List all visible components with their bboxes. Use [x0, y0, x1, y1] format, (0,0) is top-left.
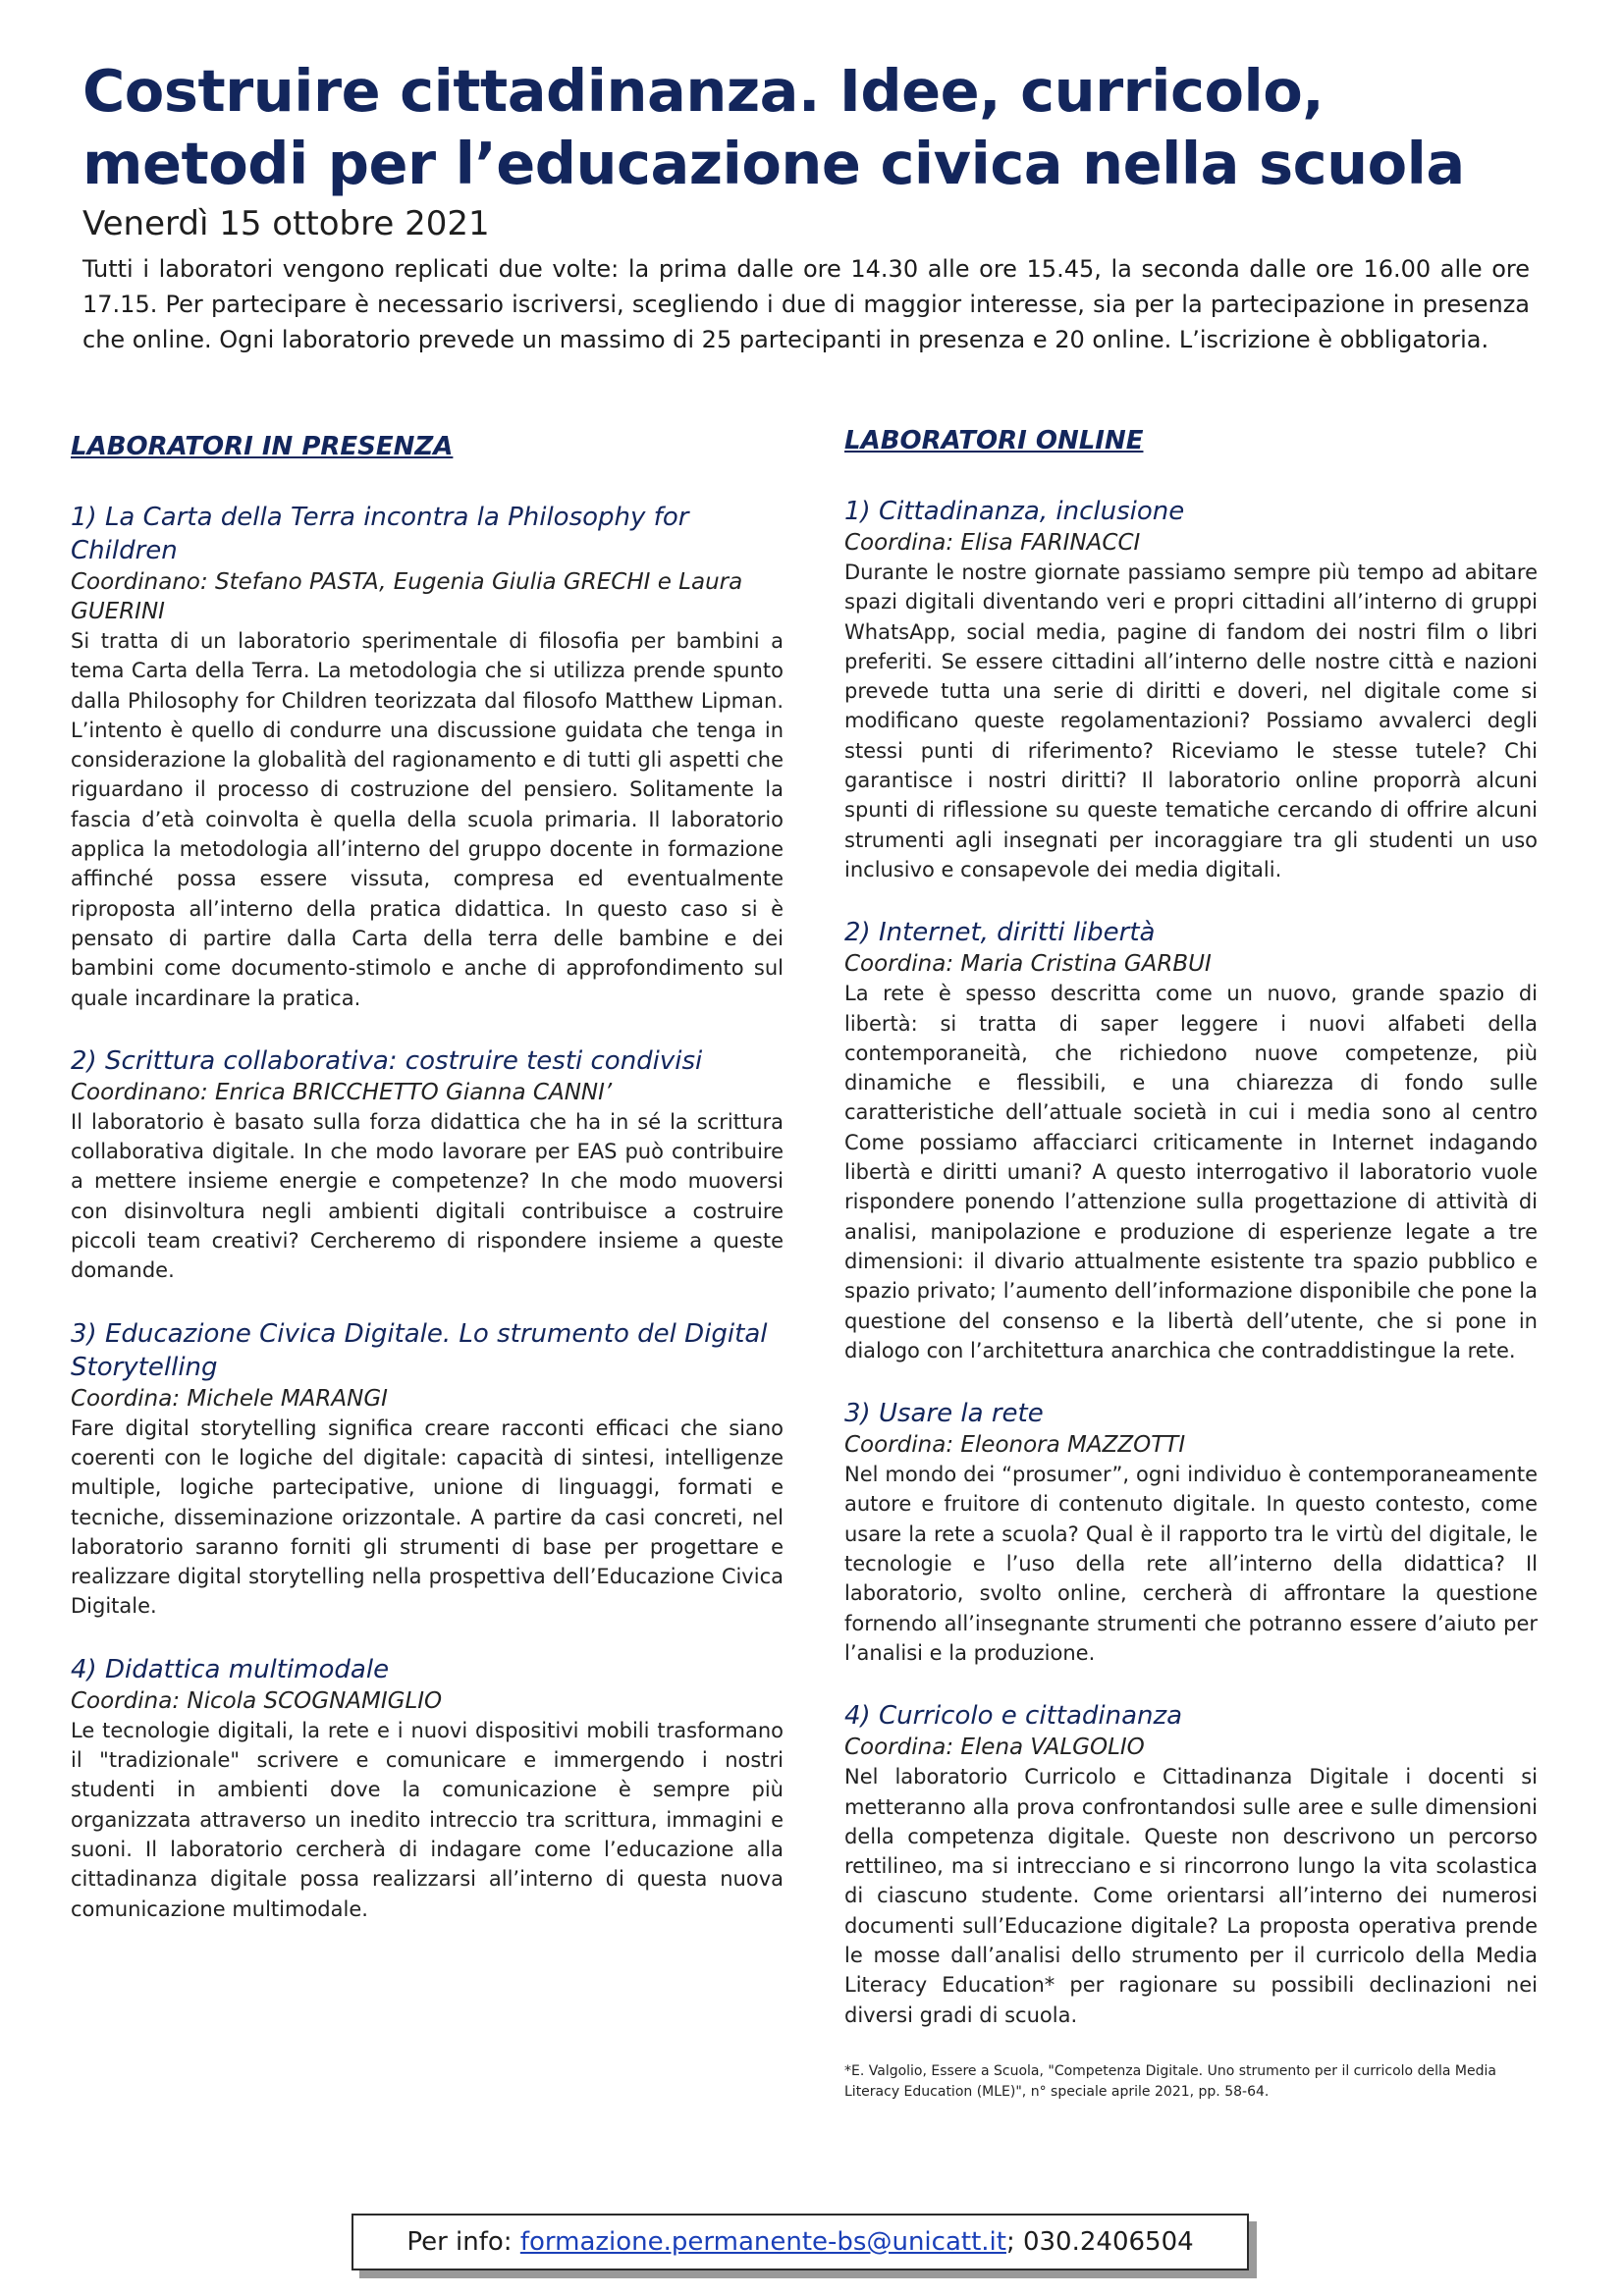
info-box [352, 2214, 1249, 2270]
lab-coordinator: Coordina: Elisa FARINACCI [844, 530, 1141, 556]
lab-title: 4) Curricolo e cittadinanza [844, 1701, 1183, 1732]
lab-description: Fare digital storytelling significa creare racconti efficaci che siano coerenti con le logiche del digitale: capacità di sintesi, intelligenze multiple, logiche partecipative, unione di linguaggi, formati e tecniche, disseminazione orizzontale. A partire da casi concreti, nel laboratorio saranno forniti gli strumenti di base per progettare e realizzare digital storytelling nella prospettiva dell’Educazione Civica Digitale. [71, 1415, 784, 1619]
lab-title: 3) Educazione Civica Digitale. Lo strumento del Digital Storytelling [71, 1318, 768, 1382]
lab-item [71, 1317, 784, 1622]
lab-description: Si tratta di un laboratorio sperimentale di filosofia per bambini a tema Carta della Terra. La metodologia che si utilizza prende spunto dalla Philosophy for Children teorizzata dal filosofo Matthew Lipman. L’intento è quello di condurre una discussione guidata che tenga in considerazione la globalità del ragionamento e di tutti gli aspetti che riguardano il processo di costruzione del pensiero. Solitamente la fascia d’età coinvolta è quella della scuola primaria. Il laboratorio applica la metodologia all’interno del gruppo docente in formazione affinché possa essere vissuta, compresa ed eventualmente riproposta all’interno della pratica didattica. In questo caso si è pensato di partire dalla Carta della terra delle bambine e dei bambini come documento-stimolo e anche di approfondimento sul quale incardinare la pratica. [71, 629, 784, 1010]
lab-description: Le tecnologie digitali, la rete e i nuovi dispositivi mobili trasformano il "tradizionale" scrivere e comunicare e immergendo i nostri studenti in ambienti dove la comunicazione è sempre più organizzata attraverso un inedito intreccio tra scrittura, immagini e suoni. Il laboratorio cercherà di indagare come l’educazione alla cittadinanza digitale possa realizzarsi all’interno di questa nuova comunicazione multimodale. [71, 1718, 784, 1921]
lab-title: 3) Usare la rete [844, 1399, 1044, 1429]
lab-item [844, 495, 1538, 884]
column-online [844, 424, 1538, 2103]
lab-coordinator: Coordina: Elena VALGOLIO [844, 1735, 1145, 1761]
lab-coordinator: Coordina: Eleonora MAZZOTTI [844, 1432, 1186, 1459]
lab-item [844, 916, 1538, 1365]
lab-item [71, 1044, 784, 1286]
lab-coordinator: Coordina: Michele MARANGI [71, 1385, 388, 1412]
lab-description: Nel mondo dei “prosumer”, ogni individuo è contemporaneamente autore e fruitore di contenuto digitale. In questo contesto, come usare la rete a scuola? Qual è il rapporto tra le virtù del digitale, le tecnologie e l’uso della rete all’interno della didattica? Il laboratorio, svolto online, cercherà di affrontare la questione fornendo all’insegnante strumenti che potranno essere d’aiuto per l’analisi e la produzione. [844, 1463, 1538, 1665]
lab-title: 2) Scrittura collaborativa: costruire testi condivisi [71, 1045, 703, 1076]
email-link[interactable]: formazione.permanente-bs@unicatt.it [519, 2227, 1006, 2257]
page-title: Costruire cittadinanza. Idee, curricolo, metodi per l’educazione civica nella scuola [82, 57, 1465, 197]
lab-title: 4) Didattica multimodale [71, 1654, 390, 1684]
footnote: *E. Valgolio, Essere a Scuola, "Competenza Digitale. Uno strumento per il curricolo della Media Literacy Education (MLE)", n° speciale aprile 2021, pp. 58-64. [844, 2062, 1496, 2100]
lab-title: 1) La Carta della Terra incontra la Philosophy for Children [71, 503, 689, 565]
section-heading-presenza: LABORATORI IN PRESENZA [71, 432, 454, 461]
lab-description: La rete è spesso descritta come un nuovo, grande spazio di libertà: si tratta di saper leggere i nuovi alfabeti della contemporaneità, che richiedono nuove competenze, più dinamiche e flessibili, e una chiarezza di fondo sulle caratteristiche dell’attuale società in cui i media sono al centro Come possiamo affacciarci criticamente in Internet indagando libertà e diritti umani? A questo interrogativo il laboratorio vuole rispondere ponendo l’attenzione sulla progettazione di attività di analisi, manipolazione e produzione di esperienze legate a tre dimensioni: il divario attualmente esistente tra spazio pubblico e spazio privato; l’aumento dell’informazione disponibile che pone la questione del consenso e la libertà dell’utente, che si pone in dialogo con l’architettura anarchica che contraddistingue la rete. [844, 982, 1538, 1362]
info-phone: ; 030.2406504 [1005, 2227, 1194, 2257]
lab-description: Il laboratorio è basato sulla forza didattica che ha in sé la scrittura collaborativa digitale. In che modo lavorare per EAS può contribuire a mettere insieme energie e competenze? In che modo muoversi con disinvoltura negli ambienti digitali contribuisce a costruire piccoli team creativi? Cercheremo di rispondere insieme a queste domande. [71, 1109, 784, 1283]
intro-paragraph: Tutti i laboratori vengono replicati due volte: la prima dalle ore 14.30 alle ore 15.45, la seconda dalle ore 16.00 alle ore 17.15. Per partecipare è necessario iscriversi, scegliendo i due di maggior interesse, sia per la partecipazione in presenza che online. Ogni laboratorio prevede un massimo di 25 partecipanti in presenza e 20 online. L’iscrizione è obbligatoria. [82, 255, 1530, 353]
lab-item [71, 1653, 784, 1924]
lab-item [844, 1699, 1538, 2030]
lab-description: Nel laboratorio Curricolo e Cittadinanza Digitale i docenti si metteranno alla prova confrontandosi sulle aree e sulle dimensioni della competenza digitale. Queste non descrivono un percorso rettilineo, ma si intrecciano e si rincorrono lungo la vita scolastica di ciascuno studente. Come orientarsi all’interno dei numerosi documenti sull’Educazione digitale? La proposta operativa prende le mosse dall’analisi dello strumento per il curricolo della Media Literacy Education* per ragionare su possibili declinazioni nei diversi gradi di scuola. [844, 1765, 1538, 2027]
info-prefix: Per info: [406, 2227, 513, 2257]
lab-title: 2) Internet, diritti libertà [844, 918, 1156, 948]
lab-coordinator: Coordinano: Enrica BRICCHETTO Gianna CANNI’ [71, 1079, 613, 1105]
lab-item [844, 1397, 1538, 1668]
column-presenza [71, 430, 784, 1955]
lab-item [71, 501, 784, 1013]
lab-coordinator: Coordina: Nicola SCOGNAMIGLIO [71, 1687, 443, 1714]
event-date: Venerdì 15 ottobre 2021 [82, 204, 490, 243]
lab-description: Durante le nostre giornate passiamo sempre più tempo ad abitare spazi digitali diventando veri e propri cittadini all’interno di gruppi WhatsApp, social media, pagine di fandom dei nostri film o libri preferiti. Se essere cittadini all’interno delle nostre città e nazioni prevede tutta una serie di diritti e doveri, nel digitale come si modificano queste regolamentazioni? Possiamo avvalerci degli stessi punti di riferimento? Riceviamo le stesse tutele? Chi garantisce i nostri diritti? Il laboratorio online proporrà alcuni spunti di riflessione su queste tematiche cercando di offrire alcuni strumenti agli insegnati per incoraggiare tra gli studenti un uso inclusivo e consapevole dei media digitali. [844, 561, 1538, 881]
lab-title: 1) Cittadinanza, inclusione [844, 497, 1185, 526]
lab-coordinator: Coordina: Maria Cristina GARBUI [844, 951, 1212, 978]
section-heading-online: LABORATORI ONLINE [844, 426, 1144, 455]
lab-coordinator: Coordinano: Stefano PASTA, Eugenia Giulia GRECHI e Laura GUERINI [71, 569, 743, 624]
